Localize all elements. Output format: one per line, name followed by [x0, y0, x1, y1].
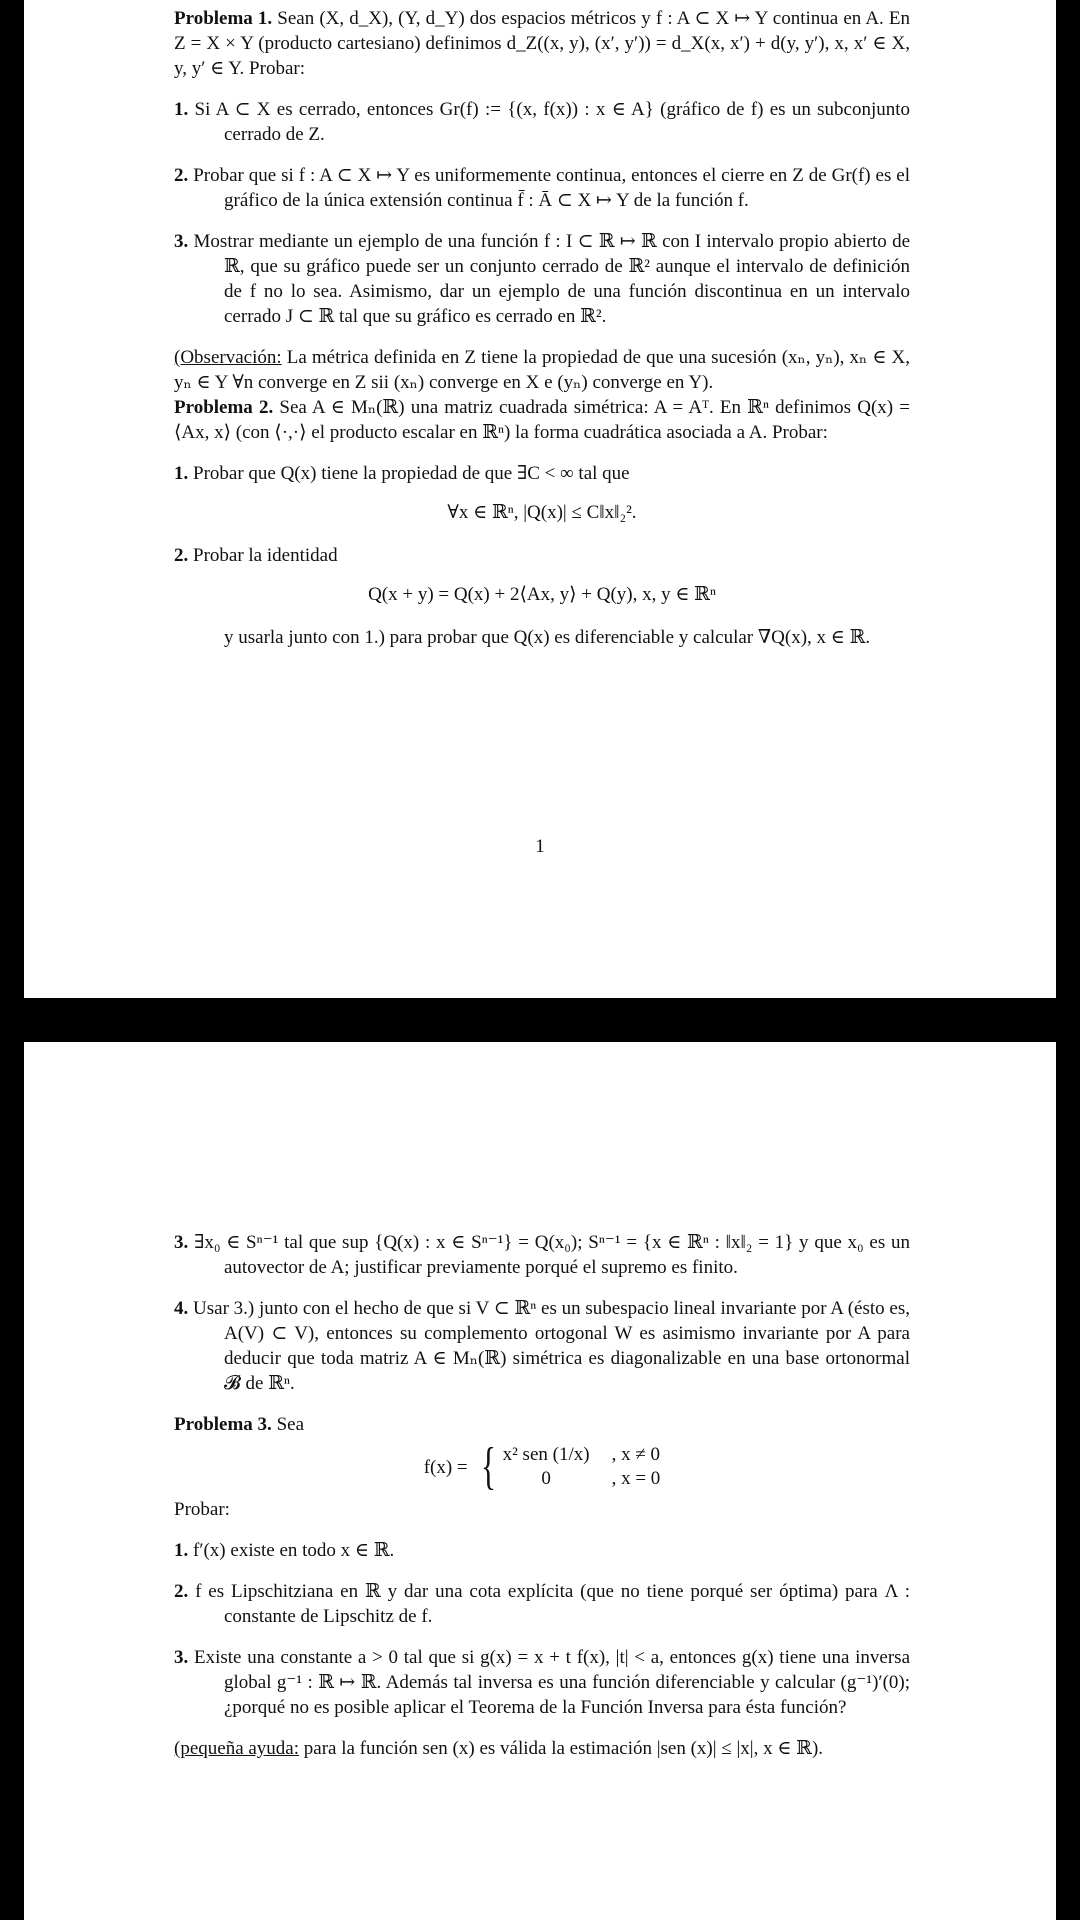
- item-number: 3.: [174, 1647, 189, 1668]
- problem-2-title: Problema 2.: [174, 397, 274, 418]
- left-brace-icon: {: [480, 1438, 496, 1495]
- item-number: 1.: [174, 99, 189, 120]
- problem-3-title: Problema 3.: [174, 1414, 272, 1435]
- problem-2-item-1: [174, 461, 910, 486]
- problem-1-title: Problema 1.: [174, 8, 273, 29]
- item-text: ∃x₀ ∈ Sⁿ⁻¹ tal que sup {Q(x) : x ∈ Sⁿ⁻¹} = Q(x₀); Sⁿ⁻¹ = {x ∈ ℝⁿ : ‖x‖₂ = 1} y que x₀ es un autovector de A; justificar previamente porqué el supremo es finito.: [194, 1232, 911, 1278]
- page-number: 1: [535, 836, 545, 857]
- problem-1-item-3: [174, 229, 910, 329]
- item-text: Probar que Q(x) tiene la propiedad de que ∃C < ∞ tal que: [193, 463, 630, 484]
- problem-3-intro: [174, 1412, 910, 1437]
- problem-2-item-2-continuation: y usarla junto con 1.) para probar que Q(x) es diferenciable y calcular ∇Q(x), x ∈ ℝ.: [224, 627, 871, 648]
- item-number: 2.: [174, 545, 189, 566]
- item-number: 1.: [174, 1540, 189, 1561]
- item-number: 2.: [174, 165, 189, 186]
- page-1-content: [174, 6, 910, 650]
- problem-2-intro: [174, 395, 910, 445]
- problem-1-item-1: [174, 97, 910, 147]
- item-text: Si A ⊂ X es cerrado, entonces Gr(f) := {(x, f(x)) : x ∈ A} (gráfico de f) es un subconjunto cerrado de Z.: [194, 99, 910, 145]
- cases-rows: [503, 1443, 661, 1491]
- problem-2-text: Sea A ∈ Mₙ(ℝ) una matriz cuadrada simétrica: A = Aᵀ. En ℝⁿ definimos Q(x) = ⟨Ax, x⟩ (con ⟨·,·⟩ el producto escalar en ℝⁿ) la forma cuadrática asociada a A. Probar:: [174, 397, 910, 443]
- item-text: Usar 3.) junto con el hecho de que si V ⊂ ℝⁿ es un subespacio lineal invariante por A (ésto es, A(V) ⊂ V), entonces su complemento ortogonal W es asimismo invariante por A para deducir que toda matriz A ∈ Mₙ(ℝ) simétrica es diagonalizable en una base ortonormal 𝓑 de ℝⁿ.: [193, 1298, 910, 1394]
- inequality-display: ∀x ∈ ℝⁿ, |Q(x)| ≤ C‖x‖₂².: [447, 502, 637, 523]
- item-text: Mostrar mediante un ejemplo de una función f : I ⊂ ℝ ↦ ℝ con I intervalo propio abierto de ℝ, que su gráfico puede ser un conjunto cerrado de ℝ² aunque el intervalo de definición de f no lo sea. Asimismo, dar un ejemplo de una función discontinua en un intervalo cerrado J ⊂ ℝ tal que su gráfico es cerrado en ℝ².: [193, 231, 910, 327]
- problem-3-item-1: [174, 1538, 910, 1563]
- problem-2-item-3: [174, 1230, 910, 1280]
- hint-text: para la función sen (x) es válida la estimación |sen (x)| ≤ |x|, x ∈ ℝ).: [299, 1738, 824, 1759]
- item-text: f′(x) existe en todo x ∈ ℝ.: [193, 1540, 395, 1561]
- observation-label: (Observación:: [174, 347, 282, 368]
- problem-3-item-3: [174, 1645, 910, 1720]
- problem-1-item-2: [174, 163, 910, 213]
- item-text: f es Lipschitziana en ℝ y dar una cota explícita (que no tiene porqué ser óptima) para Λ : constante de Lipschitz de f.: [195, 1581, 910, 1627]
- item-number: 3.: [174, 1232, 189, 1253]
- problem-3-text: Sea: [271, 1414, 304, 1435]
- item-text: Existe una constante a > 0 tal que si g(x) = x + t f(x), |t| < a, entonces g(x) tiene una inversa global g⁻¹ : ℝ ↦ ℝ. Además tal inversa es una función diferenciable y calcular (g⁻¹)′(0); ¿porqué no es posible aplicar el Teorema de la Función Inversa para ésta función?: [194, 1647, 910, 1718]
- item-text: Probar que si f : A ⊂ X ↦ Y es uniformemente continua, entonces el cierre en Z de Gr(f) es el gráfico de la única extensión continua f̄ : Ā ⊂ X ↦ Y de la función f.: [193, 165, 911, 211]
- function-lhs: f(x) =: [423, 1456, 468, 1478]
- item-text: Probar la identidad: [193, 545, 338, 566]
- case-2-condition: , x = 0: [611, 1468, 661, 1489]
- case-1-condition: , x ≠ 0: [611, 1444, 661, 1465]
- piecewise-function: [174, 1438, 910, 1495]
- problem-3-item-2: [174, 1579, 910, 1629]
- item-number: 2.: [174, 1581, 189, 1602]
- page-2: [24, 1042, 1056, 1920]
- problem-3-probar: Probar:: [174, 1499, 230, 1520]
- item-number: 3.: [174, 231, 189, 252]
- problem-1-intro: [174, 6, 910, 81]
- observation-text: La métrica definida en Z tiene la propiedad de que una sucesión (xₙ, yₙ), xₙ ∈ X, yₙ ∈ Y ∀n converge en Z sii (xₙ) converge en X e (yₙ) converge en Y).: [174, 347, 910, 393]
- case-1-expression: x² sen (1/x): [502, 1444, 590, 1465]
- case-2-expression: 0: [541, 1468, 551, 1489]
- page-1: [24, 0, 1056, 998]
- hint-label: (pequeña ayuda:: [174, 1738, 300, 1759]
- hint: [174, 1736, 910, 1761]
- item-number: 1.: [174, 463, 189, 484]
- problem-1-text: Sean (X, d_X), (Y, d_Y) dos espacios métricos y f : A ⊂ X ↦ Y continua en A. En Z = X × Y (producto cartesiano) definimos d_Z((x, y), (x′, y′)) = d_X(x, x′) + d(y, y′), x, x′ ∈ X, y, y′ ∈ Y. Probar:: [174, 8, 911, 79]
- item-number: 4.: [174, 1298, 189, 1319]
- problem-2-item-4: [174, 1296, 910, 1396]
- page-2-content: [174, 1230, 910, 1761]
- identity-display: Q(x + y) = Q(x) + 2⟨Ax, y⟩ + Q(y), x, y ∈ ℝⁿ: [368, 584, 716, 605]
- problem-2-item-2: [174, 543, 910, 568]
- observation: [174, 345, 910, 395]
